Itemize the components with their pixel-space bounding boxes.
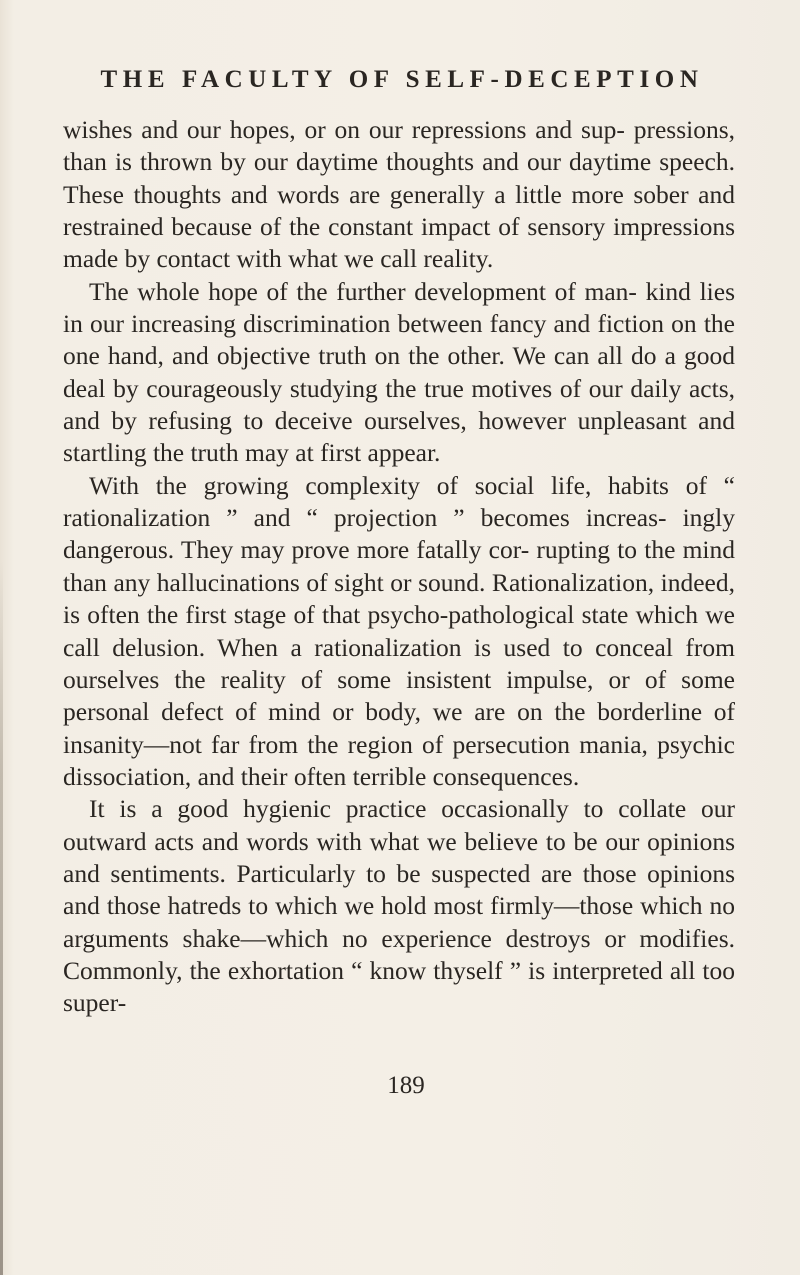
running-head: THE FACULTY OF SELF-DECEPTION [100,66,704,93]
paragraph: With the growing complexity of social life, habits of “ rationalization ” and “ projection ” becomes increas- ingly dangerous. They may prove more fatally cor- rupting to the mind than any hallucinations of sight or sound. Rationalization, indeed, is often the first stage of that psycho-pathological state which we call delusion. When a rationalization is used to conceal from ourselves the reality of some insistent impulse, or of some personal defect of mind or body, we are on the borderline of insanity—not far from the region of persecution mania, psychic dissociation, and their often terrible consequences. [63,470,735,791]
paragraph: It is a good hygienic practice occasionally to collate our outward acts and words with what we believe to be our opinions and sentiments. Particularly to be suspected are those opinions and those hatreds to which we hold most firmly—those which no arguments shake—which no experience destroys or modifies. Commonly, the exhortation “ know thyself ” is interpreted all too super- [63,794,735,1018]
page-number: 189 [387,1072,425,1099]
body-text [63,114,735,1020]
binding-shadow [0,560,3,1275]
paragraph-continued: wishes and our hopes, or on our repressions and sup- pressions, than is thrown by our daytime thoughts and our daytime speech. These thoughts and words are generally a little more sober and restrained because of the constant impact of sensory impressions made by contact with what we call reality. [63,115,735,274]
paragraph: The whole hope of the further development of man- kind lies in our increasing discrimination between fancy and fiction on the one hand, and objective truth on the other. We can all do a good deal by courageously studying the true motives of our daily acts, and by refusing to deceive ourselves, however unpleasant and startling the truth may at first appear. [63,276,735,468]
